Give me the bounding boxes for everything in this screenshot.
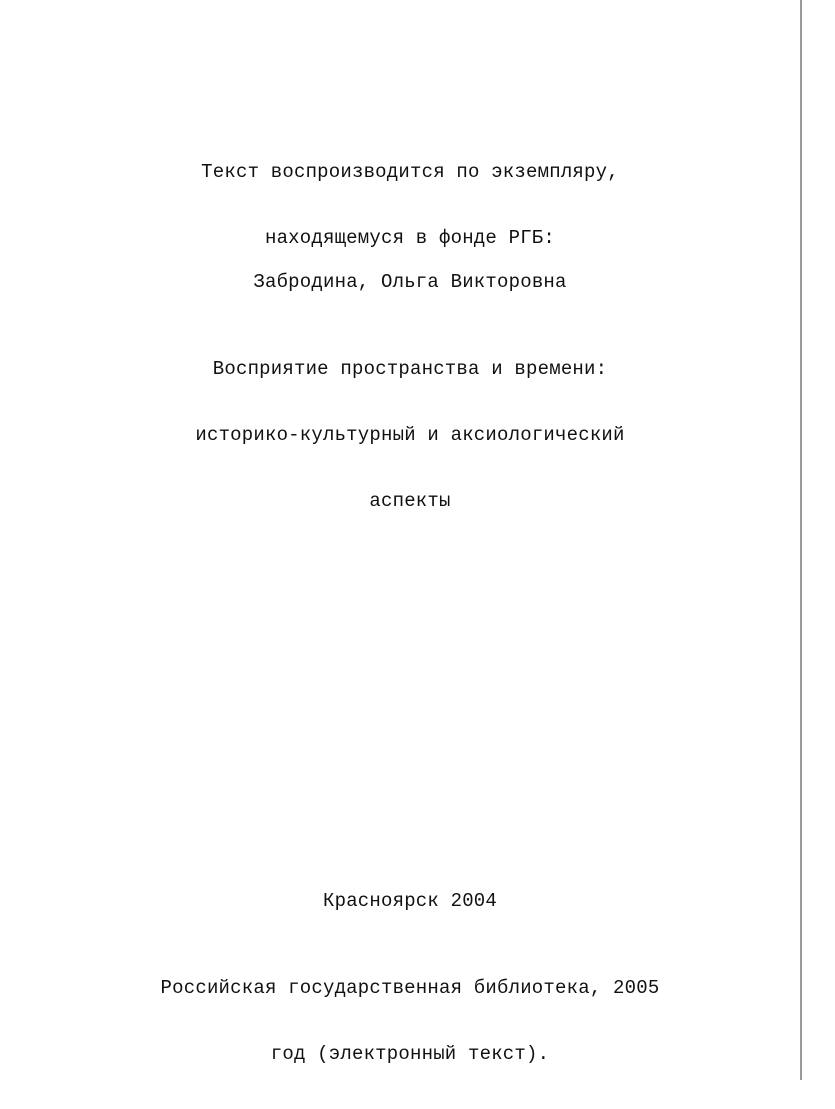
library-footer-line-1: Российская государственная библиотека, 2005	[160, 977, 660, 999]
source-notice-line-1: Текст воспроизводится по экземпляру,	[201, 161, 619, 183]
document-title-line-2: историко-культурный и аксиологический	[195, 424, 625, 446]
library-footer-line-2: год (электронный текст).	[270, 1043, 550, 1065]
source-notice-line-2: находящемуся в фонде РГБ:	[264, 227, 556, 249]
library-footer	[60, 933, 760, 1109]
page-edge-line	[800, 0, 802, 1080]
document-title-line-1: Восприятие пространства и времени:	[212, 358, 608, 380]
city-year-text: Красноярск 2004	[322, 890, 498, 912]
document-title-line-3: аспекты	[369, 490, 451, 512]
document-title	[60, 314, 760, 556]
author-name-text: Забродина, Ольга Викторовна	[253, 271, 567, 293]
